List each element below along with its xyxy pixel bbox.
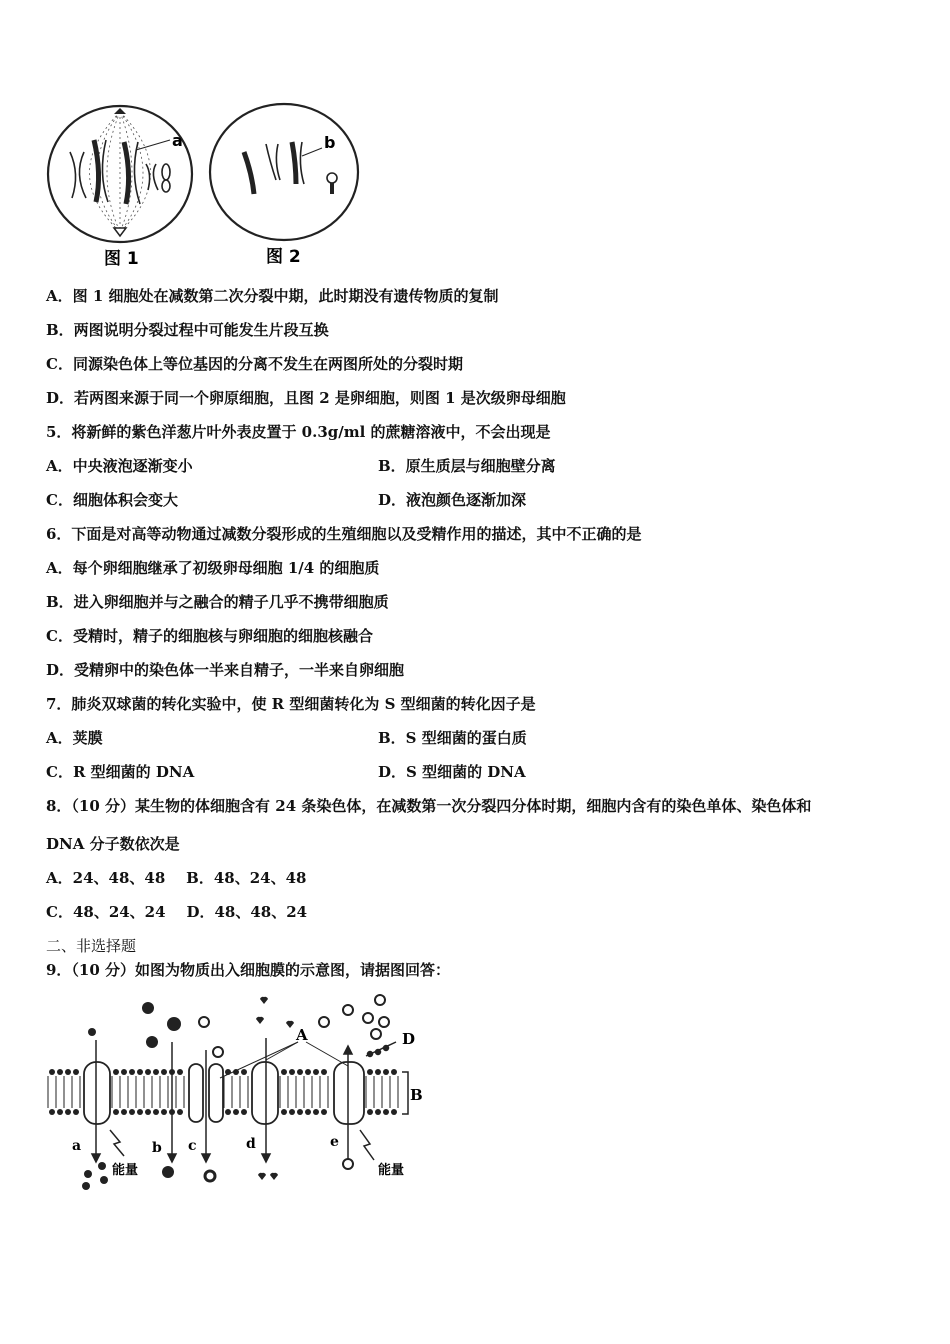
- fig1-label-a: a: [172, 131, 183, 150]
- label-e: e: [330, 1134, 339, 1150]
- q5-option-c: C．细胞体积会变大: [46, 491, 178, 509]
- q8-options-row2: C．48、24、24 D．48、48、24: [46, 903, 308, 921]
- energy-label-a: 能量: [112, 1163, 139, 1178]
- q7-option-d: D．S 型细菌的 DNA: [378, 763, 526, 781]
- q7-stem: 7．肺炎双球菌的转化实验中，使 R 型细菌转化为 S 型细菌的转化因子是: [46, 695, 536, 713]
- q7-option-a: A．荚膜: [46, 729, 103, 747]
- q8-stem-line1: 8．（10 分）某生物的体细胞含有 24 条染色体，在减数第一次分裂四分体时期，细胞内含有的染色单体、染色体和: [46, 797, 812, 815]
- q6-option-b: B．进入卵细胞并与之融合的精子几乎不携带细胞质: [46, 593, 389, 611]
- membrane-transport-diagram: [44, 990, 424, 1195]
- q9-stem: 9．（10 分）如图为物质出入细胞膜的示意图，请据图回答：: [46, 961, 451, 979]
- label-c: c: [188, 1138, 197, 1154]
- q4-option-d: D．若两图来源于同一个卵原细胞，且图 2 是卵细胞，则图 1 是次级卵母细胞: [46, 389, 566, 407]
- cell-division-figure: [44, 98, 374, 270]
- q7-option-c: C．R 型细菌的 DNA: [46, 763, 195, 781]
- q6-stem: 6．下面是对高等动物通过减数分裂形成的生殖细胞以及受精作用的描述，其中不正确的是: [46, 525, 642, 543]
- fig1-caption: 图 1: [104, 249, 139, 269]
- q5-option-b: B．原生质层与细胞壁分离: [378, 457, 556, 475]
- membrane-transport-figure: [44, 990, 424, 1195]
- q5-option-d: D．液泡颜色逐渐加深: [378, 491, 527, 509]
- q4-option-b: B．两图说明分裂过程中可能发生片段互换: [46, 321, 329, 339]
- label-A: A: [296, 1026, 308, 1044]
- q6-option-a: A．每个卵细胞继承了初级卵母细胞 1/4 的细胞质: [46, 559, 380, 577]
- q6-option-c: C．受精时，精子的细胞核与卵细胞的细胞核融合: [46, 627, 373, 645]
- q4-option-c: C．同源染色体上等位基因的分离不发生在两图所处的分裂时期: [46, 355, 463, 373]
- label-B: B: [410, 1086, 423, 1104]
- fig2-caption: 图 2: [266, 247, 301, 267]
- energy-label-e: 能量: [378, 1163, 405, 1178]
- q7-option-b: B．S 型细菌的蛋白质: [378, 729, 527, 747]
- q5-stem: 5．将新鲜的紫色洋葱片叶外表皮置于 0.3g/ml 的蔗糖溶液中，不会出现是: [46, 423, 551, 441]
- section-heading: 二、非选择题: [46, 937, 137, 955]
- label-D: D: [402, 1030, 416, 1048]
- q6-option-d: D．受精卵中的染色体一半来自精子，一半来自卵细胞: [46, 661, 405, 679]
- q8-stem-line2: DNA 分子数依次是: [46, 835, 180, 853]
- label-a: a: [72, 1138, 82, 1154]
- q5-option-a: A．中央液泡逐渐变小: [46, 457, 193, 475]
- label-b: b: [152, 1140, 162, 1156]
- q8-options-row1: A．24、48、48 B．48、24、48: [46, 869, 307, 887]
- fig2-label-b: b: [324, 133, 336, 152]
- cell-division-diagram: [44, 98, 374, 270]
- label-d: d: [246, 1136, 256, 1152]
- q4-option-a: A．图 1 细胞处在减数第二次分裂中期，此时期没有遗传物质的复制: [46, 287, 499, 305]
